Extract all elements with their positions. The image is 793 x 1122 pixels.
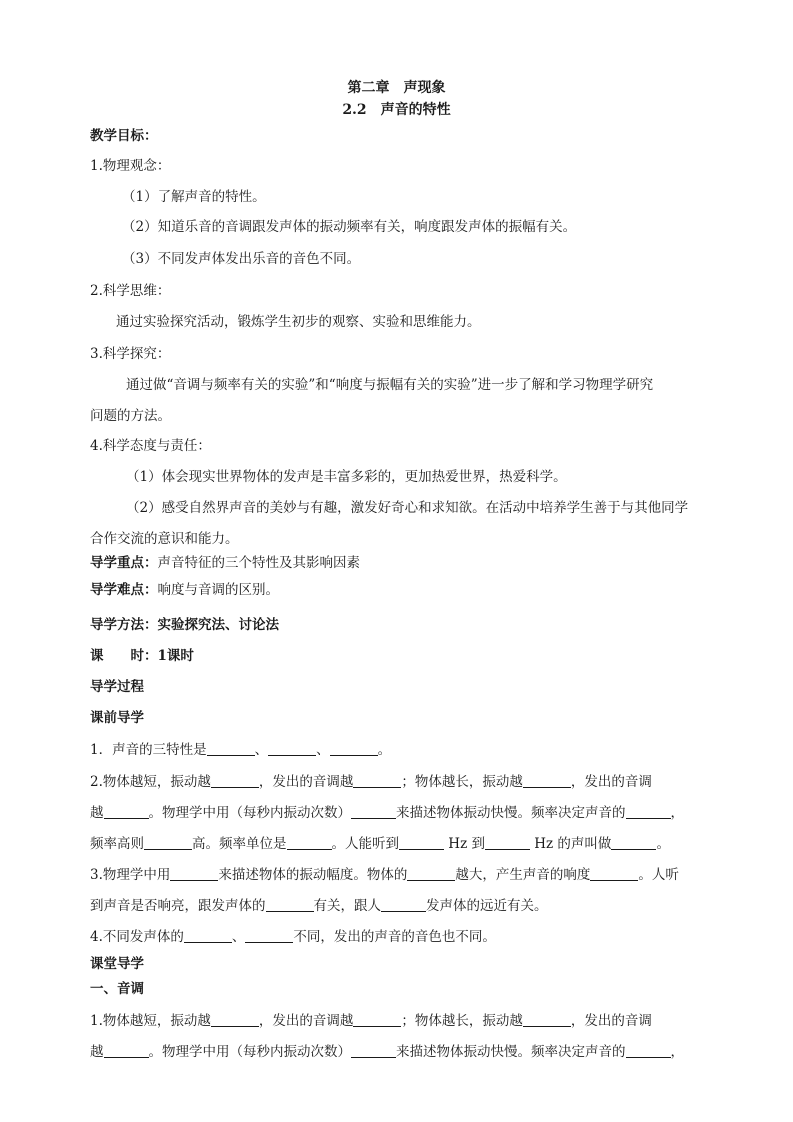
question-text: 、 bbox=[231, 929, 246, 945]
objective-4-title: 4.科学态度与责任： bbox=[90, 438, 211, 454]
question-text: 、 bbox=[316, 742, 330, 758]
answer-blank[interactable] bbox=[523, 1012, 571, 1027]
question-text: 。 bbox=[377, 742, 392, 758]
difficulty bbox=[90, 580, 279, 600]
pre-question-2-cont bbox=[90, 834, 670, 854]
question-text: 1．声音的三特性是 bbox=[90, 742, 207, 758]
question-text: 来描述物体的振动幅度。物体的 bbox=[218, 867, 408, 883]
question-text: ， bbox=[670, 1044, 684, 1060]
question-text: 3.物理学中用 bbox=[90, 867, 171, 883]
answer-blank[interactable] bbox=[353, 773, 401, 788]
class-question-1-cont bbox=[90, 1042, 684, 1062]
question-text: 。人能听到 bbox=[331, 836, 399, 852]
question-text: Hz 的声叫做 bbox=[529, 836, 612, 852]
answer-blank[interactable] bbox=[351, 1043, 396, 1058]
pre-question-3-cont bbox=[90, 896, 548, 916]
question-text: ， bbox=[670, 805, 684, 821]
answer-blank[interactable] bbox=[626, 1043, 671, 1058]
pitch-subheading: 一、音调 bbox=[90, 981, 144, 997]
pre-question-4 bbox=[90, 927, 496, 947]
key-point-text: 声音特征的三个特性及其影响因素 bbox=[157, 555, 360, 571]
chapter-title: 第二章 声现象 bbox=[347, 80, 446, 96]
question-text: 频率高则 bbox=[90, 836, 144, 852]
question-text: 1.物体越短，振动越 bbox=[90, 1013, 211, 1029]
answer-blank[interactable] bbox=[184, 928, 232, 943]
answer-blank[interactable] bbox=[266, 897, 314, 912]
class-hours: 课 时：1课时 bbox=[90, 648, 194, 664]
answer-blank[interactable] bbox=[485, 835, 530, 850]
pre-question-2-cont bbox=[90, 803, 684, 823]
answer-blank[interactable] bbox=[330, 741, 378, 756]
answer-blank[interactable] bbox=[144, 835, 192, 850]
question-text: 不同，发出的声音的音色也不同。 bbox=[293, 929, 496, 945]
answer-blank[interactable] bbox=[245, 928, 293, 943]
answer-blank[interactable] bbox=[207, 741, 255, 756]
question-text: 。人听 bbox=[638, 867, 679, 883]
answer-blank[interactable] bbox=[268, 741, 316, 756]
question-text: 。物理学中用（每秒内振动次数） bbox=[148, 1044, 351, 1060]
question-text: 高。频率单位是 bbox=[192, 836, 287, 852]
question-text: ，发出的音调越 bbox=[258, 774, 354, 790]
question-text: 越大，产生声音的响度 bbox=[455, 867, 591, 883]
answer-blank[interactable] bbox=[211, 773, 259, 788]
difficulty-text: 响度与音调的区别。 bbox=[157, 582, 279, 598]
in-class-heading: 课堂导学 bbox=[90, 956, 144, 972]
objectives-heading: 教学目标： bbox=[90, 128, 158, 144]
objective-3-text: 通过做“音调与频率有关的实验”和“响度与振幅有关的实验”进一步了解和学习物理学研究 bbox=[126, 377, 654, 393]
objective-1-title: 1.物理观念： bbox=[90, 158, 171, 174]
answer-blank[interactable] bbox=[626, 804, 671, 819]
answer-blank[interactable] bbox=[287, 835, 332, 850]
answer-blank[interactable] bbox=[399, 835, 444, 850]
objective-2-text: 通过实验探究活动，锻炼学生初步的观察、实验和思维能力。 bbox=[116, 314, 481, 330]
answer-blank[interactable] bbox=[590, 866, 638, 881]
pre-question-3 bbox=[90, 865, 679, 885]
objective-4-item-cont: 合作交流的意识和能力。 bbox=[90, 531, 239, 547]
question-text: 2.物体越短，振动越 bbox=[90, 774, 211, 790]
question-text: 到声音是否响亮，跟发声体的 bbox=[90, 898, 266, 914]
question-text: 有关，跟人 bbox=[313, 898, 381, 914]
teaching-method: 导学方法：实验探究法、讨论法 bbox=[90, 617, 279, 633]
objective-1-item: （3）不同发声体发出乐音的音色不同。 bbox=[122, 251, 361, 267]
question-text: ，发出的音调 bbox=[570, 1013, 652, 1029]
section-title: 2.2 声音的特性 bbox=[342, 102, 451, 118]
answer-blank[interactable] bbox=[353, 1012, 401, 1027]
question-text: 发声体的远近有关。 bbox=[426, 898, 548, 914]
objective-1-item: （1）了解声音的特性。 bbox=[122, 189, 266, 205]
question-text: 越 bbox=[90, 1044, 104, 1060]
question-text: ；物体越长，振动越 bbox=[401, 774, 523, 790]
question-text: 、 bbox=[254, 742, 269, 758]
answer-blank[interactable] bbox=[170, 866, 218, 881]
answer-blank[interactable] bbox=[104, 1043, 149, 1058]
answer-blank[interactable] bbox=[211, 1012, 259, 1027]
answer-blank[interactable] bbox=[104, 804, 149, 819]
answer-blank[interactable] bbox=[611, 835, 656, 850]
objective-1-item: （2）知道乐音的音调跟发声体的振动频率有关，响度跟发声体的振幅有关。 bbox=[122, 219, 577, 235]
pre-question-2 bbox=[90, 772, 652, 792]
objective-3-text-cont: 问题的方法。 bbox=[90, 408, 171, 424]
question-text: 。物理学中用（每秒内振动次数） bbox=[148, 805, 351, 821]
objective-4-item: （2）感受自然界声音的美妙与有趣，激发好奇心和求知欲。在活动中培养学生善于与其他同学 bbox=[126, 500, 689, 516]
objective-3-title: 3.科学探究： bbox=[90, 346, 171, 362]
question-text: 来描述物体振动快慢。频率决定声音的 bbox=[396, 1044, 626, 1060]
class-question-1 bbox=[90, 1011, 652, 1031]
question-text: ，发出的音调 bbox=[570, 774, 652, 790]
objective-2-title: 2.科学思维： bbox=[90, 283, 171, 299]
question-text: 。 bbox=[656, 836, 670, 852]
pre-question-1 bbox=[90, 740, 391, 760]
difficulty-label: 导学难点： bbox=[90, 582, 158, 598]
question-text: 4.不同发声体的 bbox=[90, 929, 184, 945]
question-text: Hz 到 bbox=[444, 836, 485, 852]
question-text: ；物体越长，振动越 bbox=[401, 1013, 523, 1029]
pre-class-heading: 课前导学 bbox=[90, 710, 144, 726]
answer-blank[interactable] bbox=[381, 897, 426, 912]
answer-blank[interactable] bbox=[407, 866, 455, 881]
objective-4-item: （1）体会现实世界物体的发声是丰富多彩的，更加热爱世界，热爱科学。 bbox=[126, 469, 567, 485]
question-text: ，发出的音调越 bbox=[258, 1013, 354, 1029]
key-point bbox=[90, 553, 360, 573]
key-point-label: 导学重点： bbox=[90, 555, 158, 571]
answer-blank[interactable] bbox=[351, 804, 396, 819]
process-heading: 导学过程 bbox=[90, 679, 144, 695]
question-text: 越 bbox=[90, 805, 104, 821]
answer-blank[interactable] bbox=[523, 773, 571, 788]
question-text: 来描述物体振动快慢。频率决定声音的 bbox=[396, 805, 626, 821]
